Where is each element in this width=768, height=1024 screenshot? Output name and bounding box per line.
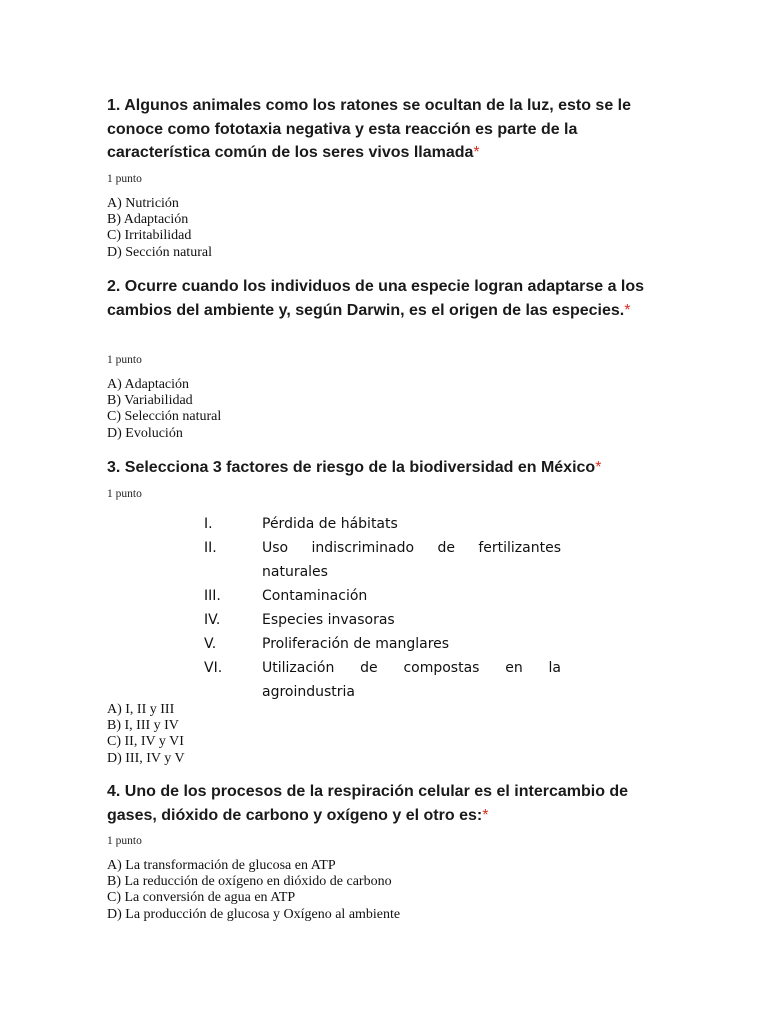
required-mark: * <box>482 806 489 824</box>
question-title: 3. Selecciona 3 factores de riesgo de la biodiversidad en México* <box>107 459 602 476</box>
factor-item <box>204 512 561 536</box>
option[interactable]: A) La transformación de glucosa en ATP <box>107 858 336 873</box>
factor-text: Contaminación <box>262 588 368 604</box>
points-label: 1 punto <box>107 354 142 366</box>
points-label: 1 punto <box>107 835 142 847</box>
question-2 <box>107 275 657 322</box>
question-title: 1. Algunos animales como los ratones se ocultan de la luz, esto se le conoce como fototaxia negativa y esta reacción es parte de la característica común de los seres vivos llamada* <box>107 97 632 161</box>
question-3 <box>107 456 657 480</box>
factor-item <box>204 608 561 632</box>
question-1 <box>107 94 657 165</box>
factor-item <box>204 656 561 704</box>
option[interactable]: D) III, IV y V <box>107 750 185 766</box>
factor-numeral: VI. <box>204 660 223 676</box>
option[interactable]: C) Selección natural <box>107 409 222 425</box>
factor-item <box>204 536 561 584</box>
factor-item <box>204 632 561 656</box>
option[interactable]: C) Irritabilidad <box>107 228 192 244</box>
points-label: 1 punto <box>107 488 142 500</box>
question-title: 2. Ocurre cuando los individuos de una especie logran adaptarse a los cambios del ambiente y, según Darwin, es el origen de las especies.* <box>107 278 645 319</box>
factor-numeral: II. <box>204 540 217 556</box>
factor-text: Proliferación de manglares <box>262 636 450 652</box>
factor-text: Utilización de compostas en la <box>262 660 561 676</box>
factor-text: Pérdida de hábitats <box>262 516 398 532</box>
option[interactable]: B) Adaptación <box>107 212 189 228</box>
question-title: 4. Uno de los procesos de la respiración celular es el intercambio de gases, dióxido de carbono y oxígeno y el otro es:* <box>107 783 629 824</box>
option[interactable]: D) Sección natural <box>107 244 212 260</box>
factor-text-cont: agroindustria <box>262 684 356 700</box>
option[interactable]: B) Variabilidad <box>107 393 193 409</box>
option[interactable]: C) II, IV y VI <box>107 734 184 750</box>
factor-numeral: III. <box>204 588 221 604</box>
option[interactable]: C) La conversión de agua en ATP <box>107 890 296 906</box>
option[interactable]: B) I, III y IV <box>107 718 179 734</box>
factor-text-cont: naturales <box>262 564 328 580</box>
factor-numeral: I. <box>204 516 213 532</box>
factor-text: Uso indiscriminado de fertilizantes <box>262 540 561 556</box>
options-list <box>107 858 400 923</box>
option[interactable]: B) La reducción de oxígeno en dióxido de carbono <box>107 874 392 890</box>
factor-numeral: V. <box>204 636 217 652</box>
option[interactable]: A) I, II y III <box>107 702 175 717</box>
options-list <box>107 377 221 442</box>
factor-numeral: IV. <box>204 612 221 628</box>
option[interactable]: D) Evolución <box>107 425 183 441</box>
option[interactable]: A) Adaptación <box>107 377 190 392</box>
required-mark: * <box>595 459 602 476</box>
factor-item <box>204 584 561 608</box>
required-mark: * <box>473 144 480 161</box>
risk-factors-list <box>204 512 561 704</box>
option[interactable]: A) Nutrición <box>107 196 179 211</box>
options-list <box>107 196 212 261</box>
factor-text: Especies invasoras <box>262 612 395 628</box>
option[interactable]: D) La producción de glucosa y Oxígeno al ambiente <box>107 906 401 922</box>
question-4 <box>107 780 657 827</box>
required-mark: * <box>624 301 631 319</box>
points-label: 1 punto <box>107 173 142 185</box>
options-list <box>107 702 185 767</box>
